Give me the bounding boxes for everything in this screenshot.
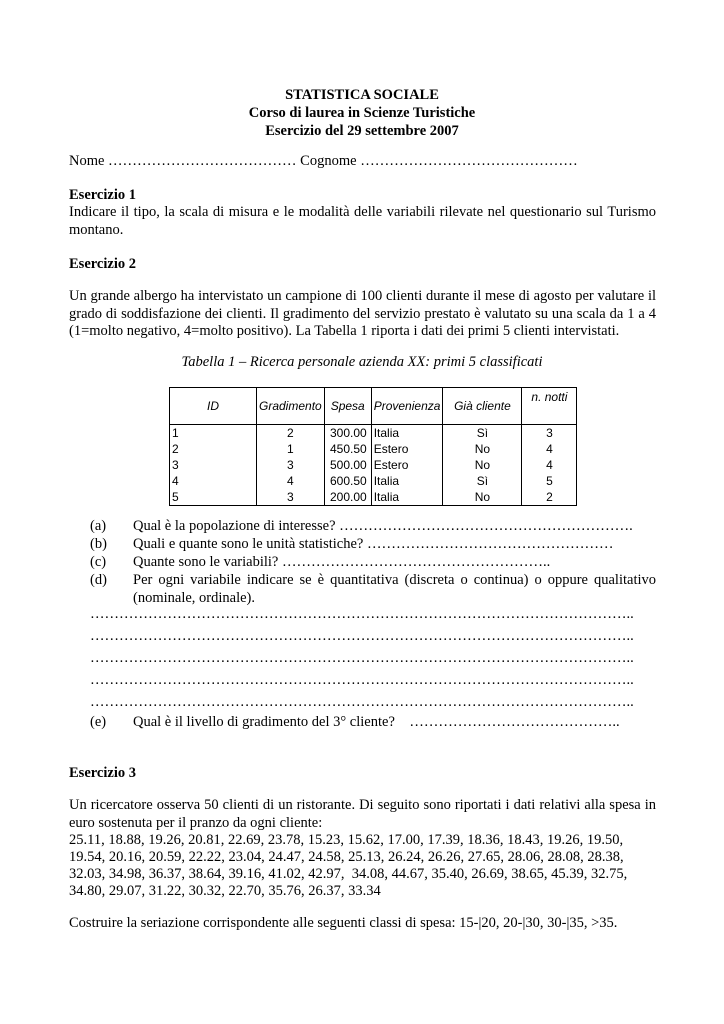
question-text: Quante sono le variabili? ……………………………………………….. [133, 554, 551, 570]
cell-gradimento: 3 [257, 457, 325, 473]
question-label: (a) [90, 518, 107, 534]
question-label: (e) [90, 714, 107, 730]
cell-notti: 4 [522, 457, 577, 473]
column-header-provenienza: Provenienza [371, 388, 443, 425]
table-header-row [170, 388, 577, 425]
question-text: Qual è la popolazione di interesse? ……………………………………………………. [133, 518, 633, 534]
course-title: STATISTICA SOCIALE [285, 87, 439, 103]
question-text: Qual è il livello di gradimento del 3° cliente? …………………………………….. [133, 714, 620, 730]
exercise-1-title: Esercizio 1 [69, 187, 136, 203]
cell-gradimento: 3 [257, 489, 325, 506]
cell-id: 4 [170, 473, 257, 489]
cell-id: 2 [170, 441, 257, 457]
cell-id: 3 [170, 457, 257, 473]
data-line: 25.11, 18.88, 19.26, 20.81, 22.69, 23.78, 15.23, 15.62, 17.00, 17.39, 18.36, 18.43, 19.26, 19.50, [69, 832, 624, 848]
cell-gia-cliente: Sì [443, 425, 522, 442]
cell-spesa: 500.00 [324, 457, 371, 473]
exercise-3-title: Esercizio 3 [69, 765, 136, 781]
cell-gradimento: 4 [257, 473, 325, 489]
document-header [0, 86, 724, 140]
exercise-2-title: Esercizio 2 [69, 256, 136, 272]
data-line: 32.03, 34.98, 36.37, 38.64, 39.16, 41.02, 42.97, 34.08, 44.67, 35.40, 26.69, 38.65, 45.39, 32.75, [69, 866, 628, 882]
table-row [170, 425, 577, 442]
answer-dotted-line: ………………………………………………………………………………………………….. [90, 650, 634, 666]
cell-provenienza: Italia [371, 473, 443, 489]
cell-spesa: 450.50 [324, 441, 371, 457]
exam-date: Esercizio del 29 settembre 2007 [265, 123, 459, 139]
answer-dotted-line: ………………………………………………………………………………………………….. [90, 606, 634, 622]
cell-provenienza: Estero [371, 441, 443, 457]
answer-dotted-line: ………………………………………………………………………………………………….. [90, 672, 634, 688]
answer-dotted-line: ………………………………………………………………………………………………….. [90, 694, 634, 710]
name-surname-line: Nome ………………………………… Cognome ……………………………………… [69, 153, 578, 169]
data-table [169, 387, 577, 506]
cell-provenienza: Estero [371, 457, 443, 473]
data-line: 34.80, 29.07, 31.22, 30.32, 22.70, 35.76, 26.37, 33.34 [69, 883, 381, 899]
column-header-id: ID [170, 388, 257, 425]
degree-title: Corso di laurea in Scienze Turistiche [248, 105, 476, 121]
question-text: Per ogni variabile indicare se è quantitativa (discreta o continua) o oppure qualitativo (nominale, ordinale). [133, 572, 656, 606]
cell-provenienza: Italia [371, 425, 443, 442]
column-header-gia-cliente: Già cliente [443, 388, 522, 425]
table-row [170, 457, 577, 473]
column-header-notti: n. notti [522, 388, 577, 425]
cell-gradimento: 1 [257, 441, 325, 457]
cell-spesa: 600.50 [324, 473, 371, 489]
column-header-gradimento: Gradimento [257, 388, 325, 425]
cell-id: 5 [170, 489, 257, 506]
question-label: (b) [90, 536, 107, 552]
answer-dotted-line: ………………………………………………………………………………………………….. [90, 628, 634, 644]
cell-spesa: 300.00 [324, 425, 371, 442]
table-caption: Tabella 1 – Ricerca personale azienda XX: primi 5 classificati [181, 354, 543, 370]
cell-gia-cliente: No [443, 441, 522, 457]
table-row [170, 473, 577, 489]
table-row [170, 441, 577, 457]
question-label: (d) [90, 572, 107, 588]
data-line: 19.54, 20.16, 20.59, 22.22, 23.04, 24.47, 24.58, 25.13, 26.24, 26.26, 27.65, 28.06, 28.08, 28.38, [69, 849, 624, 865]
exercise-2-text: Un grande albergo ha intervistato un campione di 100 clienti durante il mese di agosto per valutare il grado di soddisfazione dei clienti. Il gradimento del servizio prestato è valutato su una scala da 1 a 4 (1=molto negativo, 4=molto positivo). La Tabella 1 riporta i dati dei primi 5 clienti intervistati. [69, 288, 656, 340]
cell-gia-cliente: No [443, 457, 522, 473]
cell-gia-cliente: No [443, 489, 522, 506]
table-row [170, 489, 577, 506]
cell-id: 1 [170, 425, 257, 442]
exercise-3-intro: Un ricercatore osserva 50 clienti di un ristorante. Di seguito sono riportati i dati relativi alla spesa in euro sostenuta per il pranzo da ogni cliente: [69, 797, 656, 831]
cell-notti: 2 [522, 489, 577, 506]
exercise-1-text: Indicare il tipo, la scala di misura e le modalità delle variabili rilevate nel questionario sul Turismo montano. [69, 204, 656, 238]
exercise-3-task: Costruire la seriazione corrispondente alle seguenti classi di spesa: 15-|20, 20-|30, 30-|35, >35. [69, 915, 618, 931]
cell-provenienza: Italia [371, 489, 443, 506]
cell-notti: 5 [522, 473, 577, 489]
question-text: Quali e quante sono le unità statistiche? …………………………………………… [133, 536, 614, 552]
column-header-spesa: Spesa [324, 388, 371, 425]
cell-notti: 3 [522, 425, 577, 442]
cell-spesa: 200.00 [324, 489, 371, 506]
question-label: (c) [90, 554, 107, 570]
cell-gia-cliente: Sì [443, 473, 522, 489]
cell-gradimento: 2 [257, 425, 325, 442]
cell-notti: 4 [522, 441, 577, 457]
